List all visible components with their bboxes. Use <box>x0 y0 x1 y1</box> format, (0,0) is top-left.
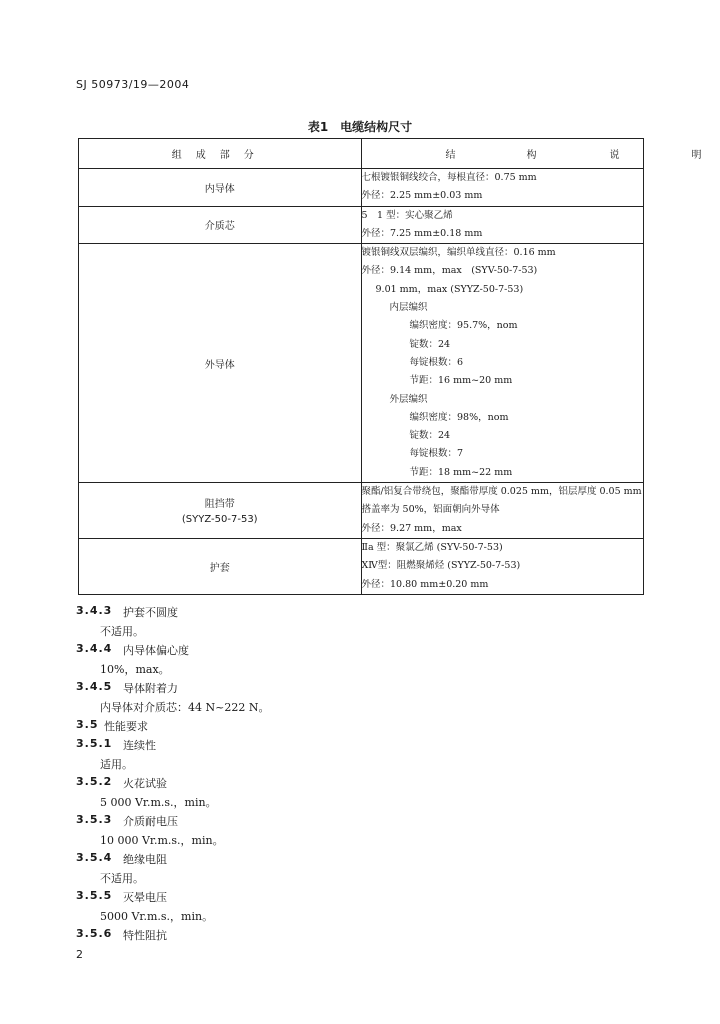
cable-structure-table <box>78 138 702 595</box>
header-component-label: 组成部分 <box>171 150 268 161</box>
section-title: 火花试验 <box>123 777 167 790</box>
component-cell <box>79 244 362 483</box>
section-number: 3.5.5 <box>76 889 113 902</box>
description-line: 每锭根数：7 <box>409 448 464 460</box>
section-title: 灭晕电压 <box>123 891 167 904</box>
section-number: 3.5.4 <box>76 851 113 864</box>
description-line: 节距：18 mm~22 mm <box>409 466 513 478</box>
section-title: 绝缘电阻 <box>123 853 167 866</box>
section-number: 3.4.4 <box>76 642 113 655</box>
description-cell <box>361 483 644 539</box>
component-cell <box>79 538 362 594</box>
description-line: 节距：16 mm~20 mm <box>409 375 513 387</box>
component-label: 阻挡带 <box>204 499 235 511</box>
section-number: 3.5.2 <box>76 775 113 788</box>
table-caption: 表1 电缆结构尺寸 <box>307 120 413 134</box>
description-line: 5 1 型：实心聚乙烯 <box>361 209 453 221</box>
section-number: 3.5.1 <box>76 737 113 750</box>
section-number: 3.4.5 <box>76 680 113 693</box>
table-row <box>79 538 644 594</box>
table-row <box>79 169 644 207</box>
section-body: 不适用。 <box>100 625 144 638</box>
header-desc-char-2: 构 <box>526 150 537 161</box>
description-line: 外层编织 <box>389 393 428 405</box>
component-label: 护套 <box>209 562 230 574</box>
description-line: 9.01 mm，max (SYYZ-50-7-53) <box>375 283 524 295</box>
description-cell <box>361 244 644 483</box>
section-title: 导体附着力 <box>123 682 178 695</box>
description-line: 外径：9.14 mm，max (SYV-50-7-53) <box>361 265 538 277</box>
description-line: XⅣ型：阻燃聚烯烃 (SYYZ-50-7-53) <box>361 560 521 572</box>
section-number: 3.5 <box>76 718 99 731</box>
description-line: 聚酯/铝复合带绕包，聚酯带厚度 0.025 mm，铝层厚度 0.05 mm <box>361 486 642 498</box>
header-component <box>79 139 362 169</box>
header-description <box>361 139 702 169</box>
section-number: 3.5.3 <box>76 813 113 826</box>
description-line: 外径：2.25 mm±0.03 mm <box>361 190 483 202</box>
description-line: Ⅱa 型：聚氯乙烯 (SYV-50-7-53) <box>361 541 503 553</box>
component-label: 外导体 <box>204 359 235 371</box>
description-line: 内层编织 <box>389 302 428 314</box>
description-line: 锭数：24 <box>409 338 451 350</box>
section-body: 5000 Vr.m.s.，min。 <box>100 910 214 923</box>
description-cell <box>361 169 644 207</box>
description-line: 每锭根数：6 <box>409 356 464 368</box>
component-sublabel: (SYYZ-50-7-53) <box>181 514 258 526</box>
component-cell <box>79 169 362 207</box>
section-body: 不适用。 <box>100 872 144 885</box>
section-body: 5 000 Vr.m.s.，min。 <box>100 796 217 809</box>
header-desc-char-1: 结 <box>445 150 456 161</box>
description-line: 搭盖率为 50%，铝面朝向外导体 <box>361 504 500 516</box>
section-body: 10 000 Vr.m.s.，min。 <box>100 834 224 847</box>
component-label: 内导体 <box>204 183 235 195</box>
section-title: 护套不圆度 <box>123 606 178 619</box>
section-body: 适用。 <box>100 758 133 771</box>
section-number: 3.5.6 <box>76 927 113 940</box>
description-cell <box>361 206 644 244</box>
section-title: 连续性 <box>123 739 156 752</box>
description-line: 锭数：24 <box>409 430 451 442</box>
section-title: 特性阻抗 <box>123 929 167 942</box>
component-cell <box>79 206 362 244</box>
section-number: 3.4.3 <box>76 604 113 617</box>
description-line: 外径：9.27 mm，max <box>361 522 462 534</box>
section-title: 性能要求 <box>104 720 148 733</box>
description-line: 外径：7.25 mm±0.18 mm <box>361 227 483 239</box>
table-row <box>79 483 644 539</box>
description-cell <box>361 538 644 594</box>
table-header-row <box>79 139 644 169</box>
section-body: 内导体对介质芯：44 N~222 N。 <box>100 701 270 714</box>
document-header: SJ 50973/19—2004 <box>76 78 190 91</box>
description-line: 编织密度：95.7%，nom <box>409 320 518 332</box>
header-desc-char-4: 明 <box>691 150 702 161</box>
section-title: 内导体偏心度 <box>123 644 189 657</box>
component-label: 介质芯 <box>204 221 235 233</box>
header-desc-char-3: 说 <box>609 150 620 161</box>
page-number: 2 <box>76 948 83 961</box>
table-row <box>79 206 644 244</box>
description-line: 编织密度：98%，nom <box>409 411 509 423</box>
table-row <box>79 244 644 483</box>
section-title: 介质耐电压 <box>123 815 178 828</box>
section-body: 10%，max。 <box>100 663 170 676</box>
description-line: 外径：10.80 mm±0.20 mm <box>361 578 489 590</box>
description-line: 七根镀银铜线绞合，每根直径：0.75 mm <box>361 172 537 183</box>
description-line: 镀银铜线双层编织，编织单线直径：0.16 mm <box>361 247 556 259</box>
component-cell <box>79 483 362 539</box>
